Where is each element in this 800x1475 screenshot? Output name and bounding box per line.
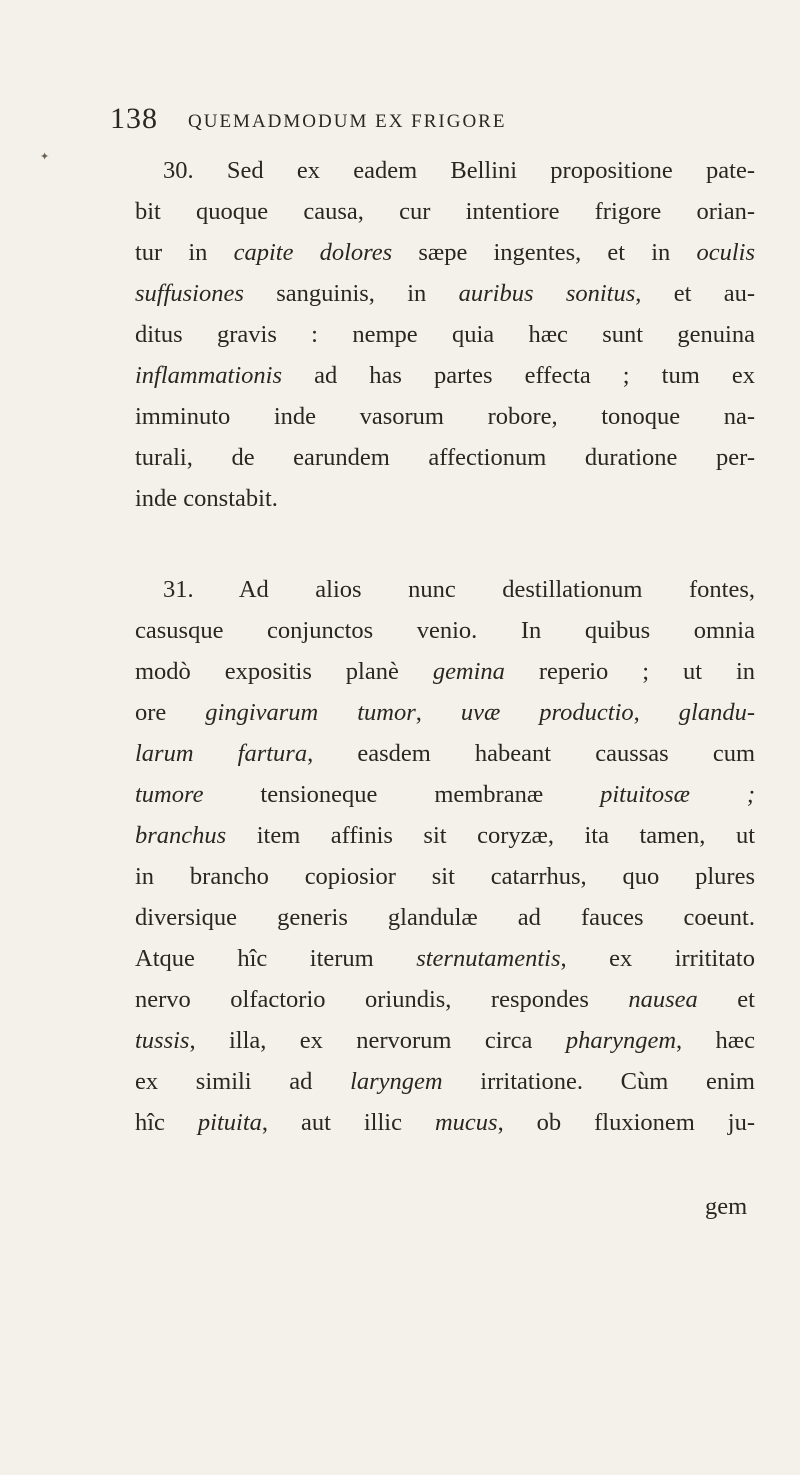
text-line: 30. Sed ex eadem Bellini propositione pate- bbox=[163, 157, 755, 184]
text-line: branchus item affinis sit coryzæ, ita tamen, ut bbox=[135, 822, 755, 849]
text-line: modò expositis planè gemina reperio ; ut in bbox=[135, 658, 755, 685]
text-line: nervo olfactorio oriundis, respondes nausea et bbox=[135, 986, 755, 1013]
text-line: inde constabit. bbox=[135, 485, 278, 512]
text-line: imminuto inde vasorum robore, tonoque na- bbox=[135, 403, 755, 430]
text-line: bit quoque causa, cur intentiore frigore orian- bbox=[135, 198, 755, 225]
paragraph-gap bbox=[135, 519, 755, 569]
text-line: diversique generis glandulæ ad fauces coeunt. bbox=[135, 904, 755, 931]
page-header bbox=[110, 102, 710, 142]
margin-mark-icon: ✦ bbox=[40, 150, 50, 163]
page-number: 138 bbox=[110, 102, 158, 135]
text-line: Atque hîc iterum sternutamentis, ex irrititato bbox=[135, 945, 755, 972]
body-text bbox=[135, 150, 755, 1143]
text-line: tussis, illa, ex nervorum circa pharyngem, hæc bbox=[135, 1027, 756, 1054]
text-line: ditus gravis : nempe quia hæc sunt genuina bbox=[135, 321, 755, 348]
text-line: suffusiones sanguinis, in auribus sonitus, et au- bbox=[135, 280, 756, 307]
text-line: in brancho copiosior sit catarrhus, quo plures bbox=[135, 863, 755, 890]
paragraph-30 bbox=[135, 150, 755, 519]
text-line: casusque conjunctos venio. In quibus omnia bbox=[135, 617, 755, 644]
text-line: larum fartura, easdem habeant caussas cum bbox=[135, 740, 755, 767]
running-title: QUEMADMODUM EX FRIGORE bbox=[188, 111, 507, 132]
text-line: inflammationis ad has partes effecta ; tum ex bbox=[135, 362, 755, 389]
text-line: ore gingivarum tumor, uvæ productio, glandu- bbox=[135, 699, 755, 726]
text-line: tumore tensioneque membranæ pituitosæ ; bbox=[135, 781, 756, 808]
text-line: turali, de earundem affectionum duratione per- bbox=[135, 444, 755, 471]
paragraph-31 bbox=[135, 569, 755, 1143]
text-line: tur in capite dolores sæpe ingentes, et in oculis bbox=[135, 239, 755, 266]
text-line: ex simili ad laryngem irritatione. Cùm enim bbox=[135, 1068, 755, 1095]
text-line: 31. Ad alios nunc destillationum fontes, bbox=[163, 576, 755, 603]
catchword: gem bbox=[705, 1193, 748, 1220]
text-line: hîc pituita, aut illic mucus, ob fluxionem ju- bbox=[135, 1109, 755, 1136]
